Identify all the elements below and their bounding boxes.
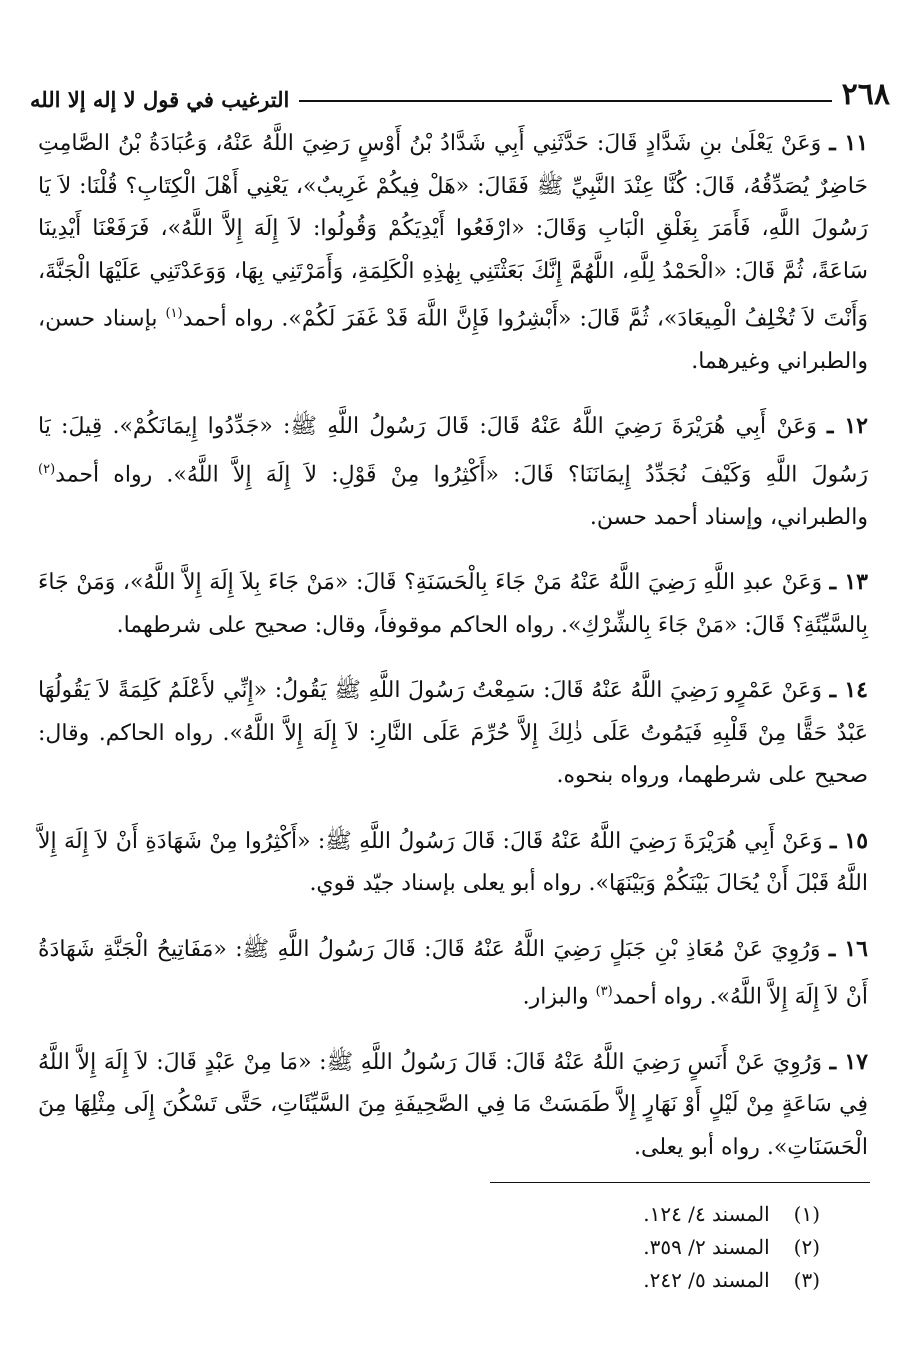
running-title: الترغيب في قول لا إله إلا الله — [30, 87, 290, 112]
footnote-text: المسند ٤/ ١٢٤. — [643, 1202, 770, 1226]
footnote-item — [420, 1231, 820, 1264]
hadith-text: وَرُوِيَ عَنْ مُعَاذِ بْنِ جَبَلٍ رَضِيَ اللَّهُ عَنْهُ قَالَ: قَالَ رَسُولُ اللَّهِ ﷺ: «مَفَاتِيحُ الْجَنَّةِ شَهَادَةُ أَنْ لاَ إِلَهَ إِلاَّ اللَّهُ». رواه أحمد — [38, 936, 868, 1010]
hadith-text: وَعَنْ أَبِي هُرَيْرَةَ رَضِيَ اللَّهُ عَنْهُ قَالَ: قَالَ رَسُولُ اللَّهِ ﷺ: «أَكْثِرُوا مِنْ شَهَادَةِ أَنْ لاَ إِلَهَ إِلاَّ اللَّهُ قَبْلَ أَنْ يُحَالَ بَيْنَكُمْ وَبَيْنَهَا». رواه أبو يعلى بإسناد جيّد قوي. — [38, 828, 868, 897]
hadith-text: وَرُوِيَ عَنْ أَنَسٍ رَضِيَ اللَّهُ عَنْهُ قَالَ: قَالَ رَسُولُ اللَّهِ ﷺ: «مَا مِنْ عَبْدٍ قَالَ: لاَ إِلَهَ إِلاَّ اللَّهُ فِي سَاعَةٍ مِنْ لَيْلٍ أَوْ نَهَارٍ إِلاَّ طَمَسَتْ مَا فِي الصَّحِيفَةِ مِنَ السَّيِّئَاتِ، حَتَّى تَسْكُنَ إِلَى مِثْلِهَا مِنَ الْحَسَنَاتِ». رواه أبو يعلى. — [38, 1049, 868, 1160]
hadith-paragraph — [38, 928, 868, 1019]
footnote-item — [420, 1264, 820, 1297]
hadith-text-after: والطبراني، وإسناد أحمد حسن. — [589, 504, 868, 530]
hadith-paragraph — [38, 122, 868, 383]
hadith-number: ١٤ ـ — [829, 677, 868, 704]
hadith-number: ١٢ ـ — [827, 413, 868, 440]
hadith-text: وَعَنْ عَمْرٍو رَضِيَ اللَّهُ عَنْهُ قَالَ: سَمِعْتُ رَسُولَ اللَّهِ ﷺ يَقُولُ: «إِنِّي لأَعْلَمُ كَلِمَةً لاَ يَقُولُهَا عَبْدٌ حَقًّا مِنْ قَلْبِهِ فَيَمُوتُ عَلَى ذٰلِكَ إِلاَّ حُرِّمَ عَلَى النَّارِ: لاَ إِلَهَ إِلاَّ اللَّهُ». رواه الحاكم. وقال: صحيح على شرطهما، ورواه بنحوه. — [38, 678, 868, 789]
footnote-text: المسند ٥/ ٢٤٢. — [643, 1268, 770, 1292]
hadith-paragraph — [38, 405, 868, 539]
footnotes — [420, 1198, 820, 1297]
hadith-text-after: والبزار. — [522, 984, 596, 1010]
hadith-text: وَعَنْ عبدِ اللَّهِ رَضِيَ اللَّهُ عَنْهُ مَنْ جَاءَ بِالْحَسَنَةِ؟ قَالَ: «مَنْ جَاءَ بِلاَ إِلَهَ إِلاَّ اللَّهُ»، وَمَنْ جَاءَ بِالسَّيِّئَةِ؟ قَالَ: «مَنْ جَاءَ بِالشِّرْكِ». رواه الحاكم موقوفاً، وقال: صحيح على شرطهما. — [38, 570, 868, 638]
hadith-number: ١٣ ـ — [829, 569, 868, 596]
footnote-ref: (١) — [165, 306, 183, 321]
hadith-paragraph — [38, 820, 868, 906]
page-header — [30, 66, 890, 110]
main-text — [38, 122, 868, 1191]
hadith-paragraph — [38, 1041, 868, 1170]
hadith-paragraph — [38, 561, 868, 647]
footnote-item — [420, 1198, 820, 1231]
hadith-number: ١٧ ـ — [829, 1048, 868, 1075]
hadith-text-after: بإسناد حسن، والطبراني وغيرهما. — [38, 306, 868, 374]
hadith-number: ١١ ـ — [829, 130, 869, 156]
footnote-ref: (٢) — [38, 461, 56, 477]
hadith-number: ١٦ ـ — [828, 935, 868, 962]
hadith-paragraph — [38, 669, 868, 798]
footnote-text: المسند ٢/ ٣٥٩. — [643, 1235, 770, 1259]
hadith-text: وَعَنْ يَعْلَىٰ بنِ شَدَّادٍ قَالَ: حَدَّثَنِي أَبِي شَدَّادُ بْنُ أَوْسٍ رَضِيَ اللَّهُ عَنْهُ، وَعُبَادَةُ بْنُ الصَّامِتِ حَاضِرٌ يُصَدِّقُهُ، قَالَ: كُنَّا عِنْدَ النَّبِيِّ ﷺ فَقَالَ: «هَلْ فِيكُمْ غَرِيبٌ»، يَعْنِي أَهْلَ الْكِتَابِ؟ قُلْنَا: لاَ يَا رَسُولَ اللَّهِ، فَأَمَرَ بِغَلْقِ الْبَابِ وَقَالَ: «ارْفَعُوا أَيْدِيَكُمْ وَقُولُوا: لاَ إِلَهَ إِلاَّ اللَّهُ»، فَرَفَعْنَا أَيْدِينَا سَاعَةً، ثُمَّ قَالَ: «الْحَمْدُ لِلَّهِ، اللَّهُمَّ إِنَّكَ بَعَثْتَنِي بِهٰذِهِ الْكَلِمَةِ، وَأَمَرْتَنِي بِهَا، وَوَعَدْتَنِي عَلَيْهَا الْجَنَّةَ، وَأَنْتَ لاَ تُخْلِفُ الْمِيعَادَ»، ثُمَّ قَالَ: «أَبْشِرُوا فَإِنَّ اللَّهَ قَدْ غَفَرَ لَكُمْ». رواه أحمد — [38, 131, 868, 332]
footnote-mark: (١) — [793, 1202, 820, 1226]
footnote-ref: (٣) — [595, 984, 613, 1000]
footnote-mark: (٣) — [793, 1268, 820, 1292]
page-number: ٢٦٨ — [841, 77, 890, 112]
footnotes-divider — [490, 1182, 870, 1183]
hadith-text: وَعَنْ أَبِي هُرَيْرَةَ رَضِيَ اللَّهُ عَنْهُ قَالَ: قَالَ رَسُولُ اللَّهِ ﷺ: «جَدِّدُوا إِيمَانَكُمْ». قِيلَ: يَا رَسُولَ اللَّهِ وَكَيْفَ نُجَدِّدُ إِيمَانَنَا؟ قَالَ: «أَكْثِرُوا مِنْ قَوْلِ: لاَ إِلَهَ إِلاَّ اللَّهُ». رواه أحمد — [38, 414, 868, 488]
hadith-number: ١٥ ـ — [829, 827, 869, 854]
footnote-mark: (٢) — [793, 1235, 820, 1259]
header-rule — [299, 100, 831, 102]
